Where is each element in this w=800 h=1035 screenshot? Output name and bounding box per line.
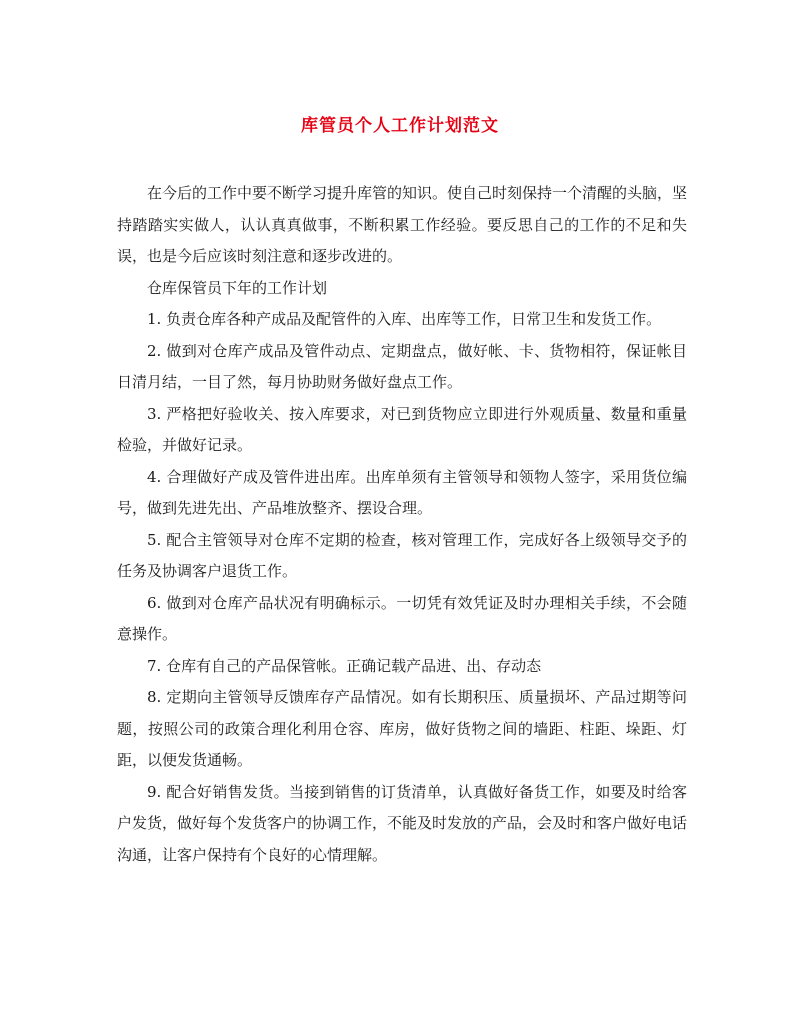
list-item: 8. 定期向主管领导反馈库存产品情况。如有长期积压、质量损坏、产品过期等问题，按照公司的政策合理化利用仓容、库房，做好货物之间的墙距、柱距、垛距、灯距，以便发货通畅。 <box>117 688 687 769</box>
list-item: 4. 合理做好产成及管件进出库。出库单须有主管领导和领物人签字，采用货位编号，做到先进先出、产品堆放整齐、摆设合理。 <box>117 467 687 517</box>
list-item: 9. 配合好销售发货。当接到销售的订货清单，认真做好备货工作，如要及时给客户发货，做好每个发货客户的协调工作，不能及时发放的产品，会及时和客户做好电话沟通，让客户保持有个良好的心情理解。 <box>117 782 688 864</box>
section-heading: 仓库保管员下年的工作计划 <box>147 278 328 297</box>
list-item: 5. 配合主管领导对仓库不定期的检查，核对管理工作，完成好各上级领导交予的任务及协调客户退货工作。 <box>117 530 687 580</box>
document-title: 库管员个人工作计划范文 <box>301 116 499 136</box>
list-item: 3. 严格把好验收关、按入库要求，对已到货物应立即进行外观质量、数量和重量检验，并做好记录。 <box>117 404 687 454</box>
list-item: 2. 做到对仓库产成品及管件动点、定期盘点，做好帐、卡、货物相符，保证帐目日清月结，一目了然，每月协助财务做好盘点工作。 <box>117 341 687 391</box>
intro-paragraph: 在今后的工作中要不断学习提升库管的知识。使自己时刻保持一个清醒的头脑，坚持踏踏实实做人，认认真真做事，不断积累工作经验。要反思自己的工作的不足和失误，也是今后应该时刻注意和逐步改进的。 <box>117 184 688 265</box>
list-item: 1. 负责仓库各种产成品及配管件的入库、出库等工作，日常卫生和发货工作。 <box>147 310 662 328</box>
list-item: 7. 仓库有自己的产品保管帐。正确记载产品进、出、存动态 <box>147 656 542 675</box>
document-body <box>117 178 687 871</box>
list-item: 6. 做到对仓库产品状况有明确标示。一切凭有效凭证及时办理相关手续，不会随意操作。 <box>117 593 687 643</box>
